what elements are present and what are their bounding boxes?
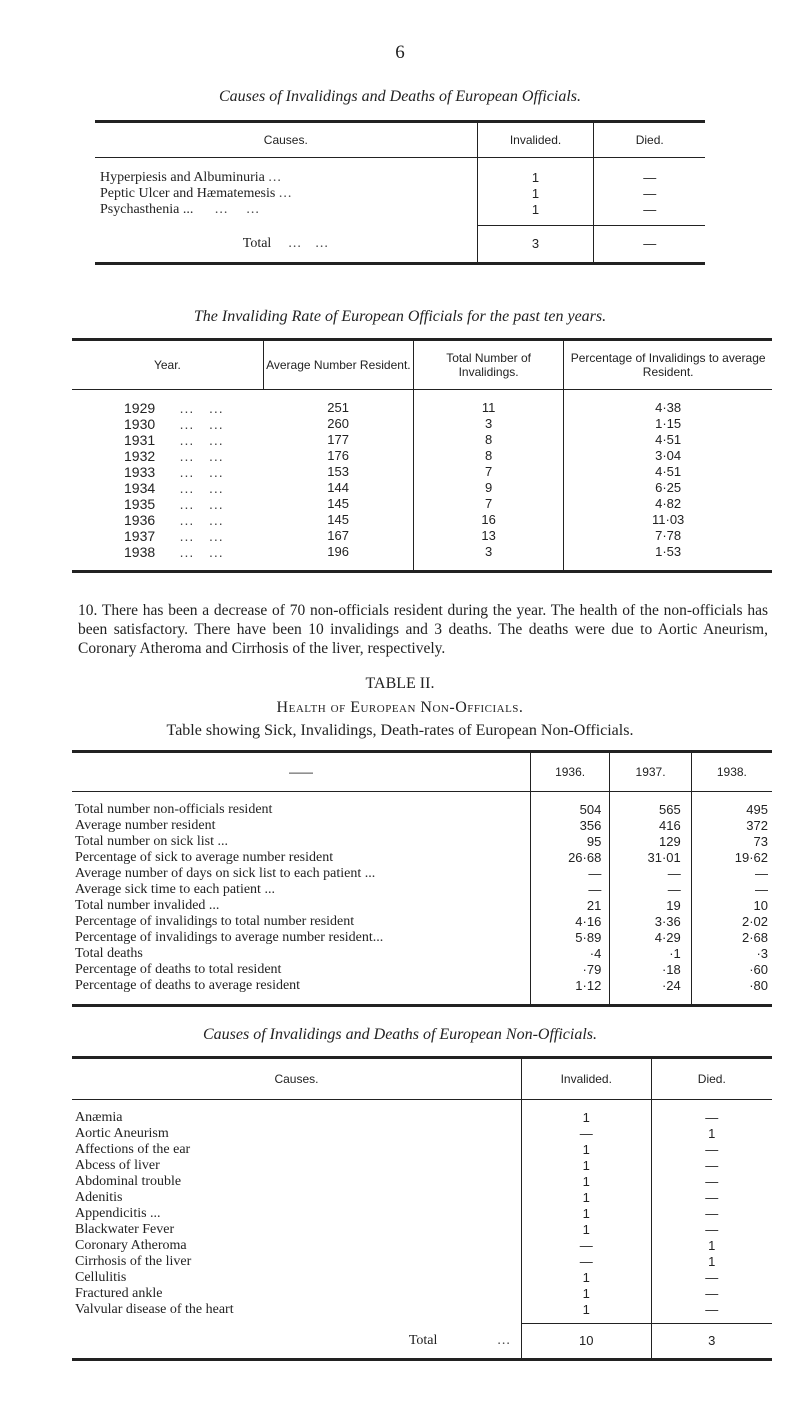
percentage-value: 3·04 xyxy=(564,448,772,464)
header-invalided: Invalided. xyxy=(521,1058,651,1100)
header-total-invalidings: Total Number of Invalidings. xyxy=(413,340,563,390)
non-officials-causes-table xyxy=(72,1056,772,1361)
year-label: 1938 xyxy=(124,543,156,560)
invalided-value: 1 xyxy=(521,1302,651,1318)
died-value: — xyxy=(651,1190,772,1206)
value-1938: ·60 xyxy=(691,962,772,978)
row-label: Percentage of deaths to average resident xyxy=(75,977,301,993)
value-1937: 416 xyxy=(610,818,691,834)
cause-label: Abcess of liver xyxy=(75,1157,160,1173)
cause-label: Coronary Atheroma xyxy=(75,1237,187,1253)
table-row xyxy=(72,1286,772,1302)
died-value: — xyxy=(651,1158,772,1174)
value-1938: — xyxy=(691,866,772,882)
table-row xyxy=(72,962,772,978)
table-ii-heading: Health of European Non-Officials. xyxy=(276,699,524,716)
invalided-value: — xyxy=(521,1254,651,1270)
cause-label: Appendicitis ... xyxy=(75,1205,161,1221)
invalided-value: 1 xyxy=(477,186,594,202)
table-row xyxy=(72,1302,772,1318)
header-blank: —— xyxy=(72,752,530,792)
year-label: 1937 xyxy=(124,527,156,544)
avg-resident-value: 144 xyxy=(327,479,349,495)
header-year: Year. xyxy=(72,340,263,390)
value-1937: 3·36 xyxy=(610,914,691,930)
table-row xyxy=(72,480,772,496)
table-row xyxy=(72,1174,772,1190)
table-row xyxy=(72,978,772,994)
table-row: Hyperpiesis and Albuminuria ... 1 — xyxy=(95,170,705,186)
year-label: 1929 xyxy=(124,399,156,416)
table-row xyxy=(72,1270,772,1286)
value-1938: 495 xyxy=(691,802,772,818)
invalided-value: 1 xyxy=(521,1174,651,1190)
avg-resident-value: 260 xyxy=(327,415,349,431)
table-row xyxy=(72,1158,772,1174)
header-causes: Causes. xyxy=(72,1058,521,1100)
value-1937: 4·29 xyxy=(610,930,691,946)
table-row xyxy=(72,930,772,946)
cause-label: Cirrhosis of the liver xyxy=(75,1253,192,1269)
avg-resident-value: 153 xyxy=(327,463,349,479)
table-row xyxy=(72,1126,772,1142)
invalided-value: 1 xyxy=(521,1222,651,1238)
leader-dots: ... ... xyxy=(155,463,224,480)
year-label: 1930 xyxy=(124,415,156,432)
table-row xyxy=(72,400,772,416)
value-1936: 21 xyxy=(530,898,609,914)
value-1936: 356 xyxy=(530,818,609,834)
table-row xyxy=(72,432,772,448)
invalidings-value: 7 xyxy=(413,496,563,512)
cause-label: Adenitis xyxy=(75,1189,123,1205)
died-value: — xyxy=(651,1142,772,1158)
value-1937: 31·01 xyxy=(610,850,691,866)
cause-label: Valvular disease of the heart xyxy=(75,1301,234,1317)
avg-resident-value: 145 xyxy=(327,495,349,511)
percentage-value: 7·78 xyxy=(564,528,772,544)
value-1937: ·24 xyxy=(610,978,691,994)
avg-resident-value: 167 xyxy=(327,527,349,543)
leader-dots: ... ... xyxy=(155,431,224,448)
row-label: Average number resident xyxy=(75,817,216,833)
header-avg-resident: Average Number Resident. xyxy=(263,340,413,390)
value-1936: — xyxy=(530,882,609,898)
total-died: — xyxy=(594,226,705,264)
row-label: Total number invalided ... xyxy=(75,897,220,913)
invalided-value: — xyxy=(521,1126,651,1142)
percentage-value: 6·25 xyxy=(564,480,772,496)
invaliding-rate-table xyxy=(72,338,772,573)
died-value: — xyxy=(651,1110,772,1126)
value-1936: 504 xyxy=(530,802,609,818)
table-row xyxy=(72,866,772,882)
value-1938: 73 xyxy=(691,834,772,850)
table-row xyxy=(72,544,772,560)
officials-causes-title: Causes of Invalidings and Deaths of European Officials. xyxy=(218,88,582,105)
table-row xyxy=(72,528,772,544)
died-value: — xyxy=(651,1222,772,1238)
cause-label: Peptic Ulcer and Hæmatemesis xyxy=(100,185,276,201)
cause-label: Hyperpiesis and Albuminuria xyxy=(100,169,265,185)
invalidings-value: 11 xyxy=(413,400,563,416)
header-1937: 1937. xyxy=(610,752,691,792)
table-row xyxy=(72,496,772,512)
cause-label: Psychasthenia ... xyxy=(100,201,194,217)
year-label: 1935 xyxy=(124,495,156,512)
table-ii-label: TABLE II. xyxy=(365,675,435,692)
invaliding-rate-title: The Invaliding Rate of European Officials for the past ten years. xyxy=(193,308,607,325)
non-officials-causes-title: Causes of Invalidings and Deaths of European Non-Officials. xyxy=(202,1026,598,1043)
header-causes: Causes. xyxy=(95,122,477,158)
died-value: — xyxy=(594,186,705,202)
table-row xyxy=(72,464,772,480)
row-label: Percentage of sick to average number resident xyxy=(75,849,334,865)
table-row xyxy=(72,802,772,818)
value-1937: — xyxy=(610,866,691,882)
invalided-value: 1 xyxy=(521,1142,651,1158)
row-label: Percentage of invalidings to total number resident xyxy=(75,913,355,929)
total-label: Total xyxy=(242,236,272,251)
died-value: — xyxy=(594,202,705,218)
invalided-value: 1 xyxy=(521,1158,651,1174)
header-1936: 1936. xyxy=(530,752,609,792)
non-officials-health-table xyxy=(72,750,772,1007)
year-label: 1934 xyxy=(124,479,156,496)
year-label: 1936 xyxy=(124,511,156,528)
table-row xyxy=(72,1110,772,1126)
table-row xyxy=(72,946,772,962)
value-1938: ·3 xyxy=(691,946,772,962)
percentage-value: 4·51 xyxy=(564,432,772,448)
value-1936: — xyxy=(530,866,609,882)
page-number: 6 xyxy=(395,42,405,63)
total-row: Total ... 10 3 xyxy=(72,1324,772,1360)
table-row xyxy=(72,1222,772,1238)
invalided-value: 1 xyxy=(521,1206,651,1222)
officials-causes-table xyxy=(95,120,705,265)
percentage-value: 1·15 xyxy=(564,416,772,432)
percentage-value: 11·03 xyxy=(564,512,772,528)
table-row xyxy=(72,1206,772,1222)
total-label: Total xyxy=(408,1332,438,1348)
invalided-value: 1 xyxy=(521,1190,651,1206)
invalidings-value: 13 xyxy=(413,528,563,544)
table-row xyxy=(72,882,772,898)
invalided-value: 1 xyxy=(477,170,594,186)
table-row xyxy=(72,1190,772,1206)
value-1938: 2·68 xyxy=(691,930,772,946)
header-died: Died. xyxy=(594,122,705,158)
total-invalided: 10 xyxy=(521,1324,651,1360)
value-1937: 19 xyxy=(610,898,691,914)
value-1936: 4·16 xyxy=(530,914,609,930)
cause-label: Blackwater Fever xyxy=(75,1221,175,1237)
value-1936: 1·12 xyxy=(530,978,609,994)
cause-label: Cellulitis xyxy=(75,1269,127,1285)
table-ii-subtitle: Table showing Sick, Invalidings, Death-rates of European Non-Officials. xyxy=(166,722,634,739)
row-label: Total number non-officials resident xyxy=(75,801,273,817)
value-1936: 26·68 xyxy=(530,850,609,866)
invalidings-value: 9 xyxy=(413,480,563,496)
leader-dots: ... ... xyxy=(155,495,224,512)
invalidings-value: 7 xyxy=(413,464,563,480)
table-row: Psychasthenia ... ... ... 1 — xyxy=(95,202,705,218)
died-value: 1 xyxy=(651,1126,772,1142)
leader-dots: ... ... xyxy=(155,399,224,416)
total-died: 3 xyxy=(651,1324,772,1360)
value-1936: 5·89 xyxy=(530,930,609,946)
died-value: — xyxy=(594,170,705,186)
value-1937: — xyxy=(610,882,691,898)
value-1937: ·18 xyxy=(610,962,691,978)
value-1936: ·4 xyxy=(530,946,609,962)
row-label: Average sick time to each patient ... xyxy=(75,881,275,897)
died-value: — xyxy=(651,1286,772,1302)
total-invalided: 3 xyxy=(477,226,594,264)
leader-dots: ... ... xyxy=(155,447,224,464)
cause-label: Anæmia xyxy=(75,1109,123,1125)
cause-label: Fractured ankle xyxy=(75,1285,163,1301)
value-1936: ·79 xyxy=(530,962,609,978)
year-label: 1932 xyxy=(124,447,156,464)
value-1936: 95 xyxy=(530,834,609,850)
table-row xyxy=(72,834,772,850)
died-value: 1 xyxy=(651,1238,772,1254)
cause-label: Affections of the ear xyxy=(75,1141,191,1157)
value-1937: 129 xyxy=(610,834,691,850)
value-1938: 2·02 xyxy=(691,914,772,930)
value-1938: 19·62 xyxy=(691,850,772,866)
table-row: Peptic Ulcer and Hæmatemesis ... 1 — xyxy=(95,186,705,202)
avg-resident-value: 145 xyxy=(327,511,349,527)
table-row xyxy=(72,818,772,834)
leader-dots: ... ... xyxy=(155,511,224,528)
year-label: 1933 xyxy=(124,463,156,480)
row-label: Total number on sick list ... xyxy=(75,833,229,849)
leader-dots: ... ... xyxy=(155,527,224,544)
invalidings-value: 8 xyxy=(413,432,563,448)
died-value: 1 xyxy=(651,1254,772,1270)
header-percentage: Percentage of Invalidings to average Resident. xyxy=(564,340,772,390)
percentage-value: 4·38 xyxy=(564,400,772,416)
value-1937: 565 xyxy=(610,802,691,818)
avg-resident-value: 177 xyxy=(327,431,349,447)
value-1937: ·1 xyxy=(610,946,691,962)
table-row xyxy=(72,914,772,930)
table-row xyxy=(72,512,772,528)
invalided-value: — xyxy=(521,1238,651,1254)
percentage-value: 4·51 xyxy=(564,464,772,480)
invalidings-value: 3 xyxy=(413,544,563,560)
value-1938: — xyxy=(691,882,772,898)
value-1938: ·80 xyxy=(691,978,772,994)
header-invalided: Invalided. xyxy=(477,122,594,158)
paragraph-10: 10. There has been a decrease of 70 non-officials resident during the year. The health of the non-officials has been satisfactory. There have been 10 invalidings and 3 deaths. The deaths were due to Aortic Aneurism, Coronary Atheroma and Cirrhosis of the liver, respectively. xyxy=(78,602,768,657)
total-row: Total ... ... 3 — xyxy=(95,226,705,264)
avg-resident-value: 176 xyxy=(327,447,349,463)
header-died: Died. xyxy=(651,1058,772,1100)
row-label: Percentage of deaths to total resident xyxy=(75,961,282,977)
table-row xyxy=(72,1238,772,1254)
value-1938: 372 xyxy=(691,818,772,834)
invalidings-value: 3 xyxy=(413,416,563,432)
cause-label: Aortic Aneurism xyxy=(75,1125,169,1141)
year-label: 1931 xyxy=(124,431,156,448)
table-row xyxy=(72,850,772,866)
header-1938: 1938. xyxy=(691,752,772,792)
invalided-value: 1 xyxy=(521,1270,651,1286)
table-row xyxy=(72,1254,772,1270)
invalided-value: 1 xyxy=(521,1286,651,1302)
leader-dots: ... ... xyxy=(155,479,224,496)
invalidings-value: 8 xyxy=(413,448,563,464)
percentage-value: 4·82 xyxy=(564,496,772,512)
percentage-value: 1·53 xyxy=(564,544,772,560)
died-value: — xyxy=(651,1174,772,1190)
row-label: Average number of days on sick list to each patient ... xyxy=(75,865,376,881)
leader-dots: ... ... xyxy=(155,415,224,432)
leader-dots: ... ... xyxy=(155,543,224,560)
row-label: Percentage of invalidings to average number resident... xyxy=(75,929,384,945)
value-1938: 10 xyxy=(691,898,772,914)
invalidings-value: 16 xyxy=(413,512,563,528)
avg-resident-value: 251 xyxy=(327,399,349,415)
avg-resident-value: 196 xyxy=(327,543,349,559)
table-row xyxy=(72,448,772,464)
invalided-value: 1 xyxy=(521,1110,651,1126)
cause-label: Abdominal trouble xyxy=(75,1173,182,1189)
died-value: — xyxy=(651,1270,772,1286)
row-label: Total deaths xyxy=(75,945,143,961)
table-row xyxy=(72,1142,772,1158)
invalided-value: 1 xyxy=(477,202,594,218)
table-row xyxy=(72,416,772,432)
died-value: — xyxy=(651,1302,772,1318)
table-row xyxy=(72,898,772,914)
died-value: — xyxy=(651,1206,772,1222)
